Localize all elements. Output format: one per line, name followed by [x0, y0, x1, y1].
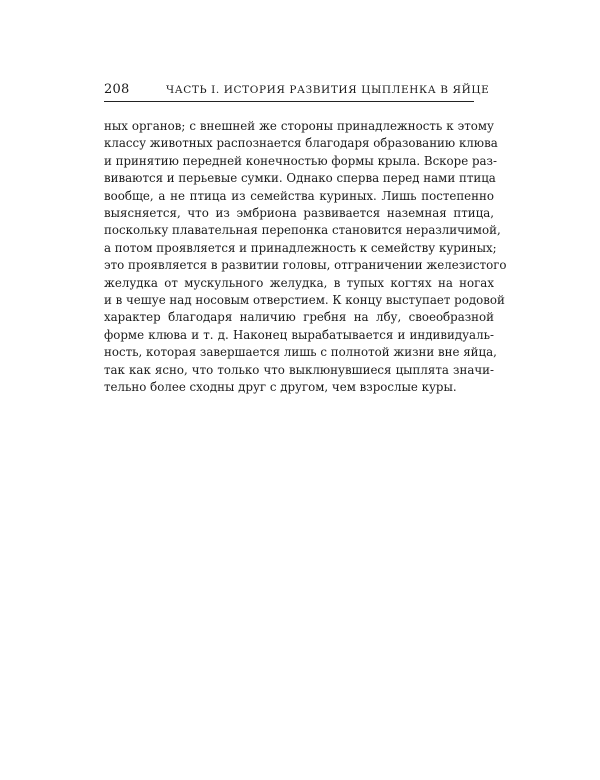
header-rule	[104, 101, 474, 102]
text-line: вообще, а не птица из семейства куриных. Лишь постепенно	[104, 188, 494, 203]
text-line: выясняется, что из эмбриона развивается наземная птица,	[104, 206, 494, 221]
text-line: форме клюва и т. д. Наконец вырабатывается и индивидуаль-	[104, 327, 494, 342]
text-line: и принятию передней конечностью формы крыла. Вскоре раз-	[104, 153, 497, 168]
text-line: тельно более сходны друг с другом, чем взрослые куры.	[104, 380, 457, 395]
text-line: так как ясно, что только что выклюнувшиеся цыплята значи-	[104, 362, 494, 377]
text-line: ность, которая завершается лишь с полнотой жизни вне яйца,	[104, 345, 497, 360]
text-line: виваются и перьевые сумки. Однако сперва перед нами птица	[104, 171, 496, 186]
text-line: классу животных распознается благодаря образованию клюва	[104, 136, 498, 151]
page-header	[104, 82, 490, 102]
text-line: характер благодаря наличию гребня на лбу, своеобразной	[104, 310, 494, 325]
text-line: поскольку плавательная перепонка становится неразличимой,	[104, 223, 501, 238]
text-line: и в чешуе над носовым отверстием. К концу выступает родовой	[104, 293, 505, 308]
text-line: а потом проявляется и принадлежность к семейству куриных;	[104, 240, 497, 255]
text-line: это проявляется в развитии головы, отграничении железистого	[104, 258, 507, 273]
text-line: желудка от мускульного желудка, в тупых когтях на ногах	[104, 275, 494, 290]
body-paragraph	[104, 118, 507, 397]
page-number: 208	[104, 82, 130, 97]
text-line: ных органов; с внешней же стороны принадлежность к этому	[104, 119, 494, 133]
running-head: ЧАСТЬ I. ИСТОРИЯ РАЗВИТИЯ ЦЫПЛЕНКА В ЯЙЦЕ	[166, 84, 490, 96]
